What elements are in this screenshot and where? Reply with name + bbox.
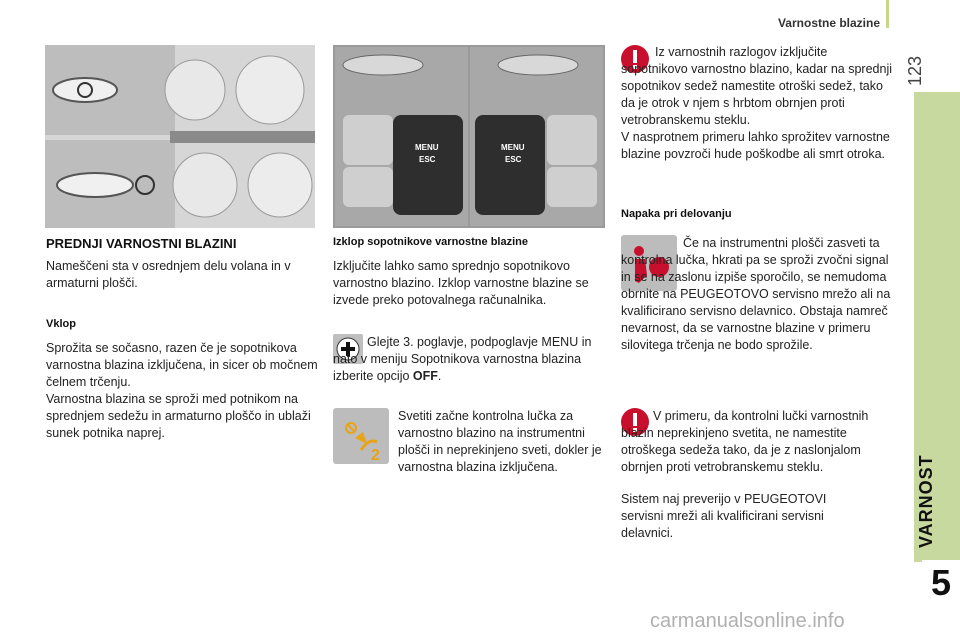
menu-key-label: MENU xyxy=(415,143,439,152)
fault-heading: Napaka pri delovanju xyxy=(621,208,732,220)
warning-text-2: V nasprotnem primeru lahko sprožitev varnostne blazine povzroči hude poškodbe ali smrt otroka. xyxy=(621,130,890,161)
plus-info-text xyxy=(333,334,603,385)
plus-info-body: Glejte 3. poglavje, podpoglavje MENU in nato v meniju Sopotnikova varnostna blazina izberite opcijo xyxy=(333,335,592,383)
control-panel-photo xyxy=(333,45,605,228)
izklop-text: Izključite lahko samo sprednjo sopotnikovo varnostno blazino. Izklop varnostne blazine se izvede preko potovalnega računalnika. xyxy=(333,259,589,307)
svg-text:2: 2 xyxy=(371,447,380,464)
chapter-number-box xyxy=(922,560,960,640)
plus-info-end: . xyxy=(437,369,442,383)
watermark: carmanualsonline.info xyxy=(650,610,845,632)
header-rule xyxy=(886,0,889,28)
warning-text: Iz varnostnih razlogov izključite sopotnikovo varnostno blazino, kadar na sprednji sopotnikov sedež namestite otroški sedež, tako da je otrok v njem s hrbtom obrnjen proti vetrobranskemu steklu. xyxy=(621,45,893,127)
chapter-number: 5 xyxy=(930,562,952,603)
warning2-text-2: Sistem naj preverijo v PEUGEOTOVI servisni mreži ali kvalificirani servisni delavnici. xyxy=(621,492,827,540)
fault-text-body: Če na instrumentni plošči zasveti ta kontrolna lučka, hkrati pa se sproži zvočni signal in se na zaslonu izpiše sporočilo, se nemudoma obrnite na PEUGEOTOVO servisno mrežo ali na kvalificirano servisno delavnico. Obstaja namreč nevarnost, da se varnostne blazine v primeru silovitega trčenja ne bodo sprožile. xyxy=(621,236,891,352)
warning2-text: V primeru, da kontrolni lučki varnostnih blazin neprekinjeno svetita, ne namestite otroškega sedeža tako, da je z naslonjalom obrnjen proti vetrobranskemu steklu. xyxy=(621,409,869,474)
fault-text-indent xyxy=(621,237,683,247)
izklop-heading: Izklop sopotnikove varnostne blazine xyxy=(333,236,528,248)
esc-key-label-2: ESC xyxy=(505,155,522,164)
off-option: OFF xyxy=(412,369,438,383)
lamp-text: Svetiti začne kontrolna lučka za varnostno blazino na instrumentni plošči in neprekinjeno sveti, dokler je varnostna blazina izključena. xyxy=(398,409,602,474)
airbag-illustration xyxy=(45,45,315,228)
airbag-off-lamp-box xyxy=(333,408,389,464)
vklop-text-2: Varnostna blazina se sproži med potnikom na sprednjem sedežu in armaturno ploščo in ublaži sunek potnika naprej. xyxy=(46,392,311,440)
section-title: VARNOST xyxy=(916,454,936,548)
esc-key-label: ESC xyxy=(419,155,436,164)
intro-text: Nameščeni sta v osrednjem delu volana in v armaturni plošči. xyxy=(46,259,291,290)
running-header: Varnostne blazine xyxy=(777,16,880,30)
vklop-heading: Vklop xyxy=(46,318,76,330)
section-heading: PREDNJI VARNOSTNI BLAZINI xyxy=(46,236,237,251)
airbag-off-lamp-icon xyxy=(333,408,389,464)
page-number: 123 xyxy=(905,55,925,86)
vklop-text: Sprožita se sočasno, razen če je sopotnikova varnostna blazina izključena, in sicer ob močnem čelnem trčenju. xyxy=(46,341,318,389)
fault-text xyxy=(621,235,893,354)
menu-key-label-2: MENU xyxy=(501,143,525,152)
